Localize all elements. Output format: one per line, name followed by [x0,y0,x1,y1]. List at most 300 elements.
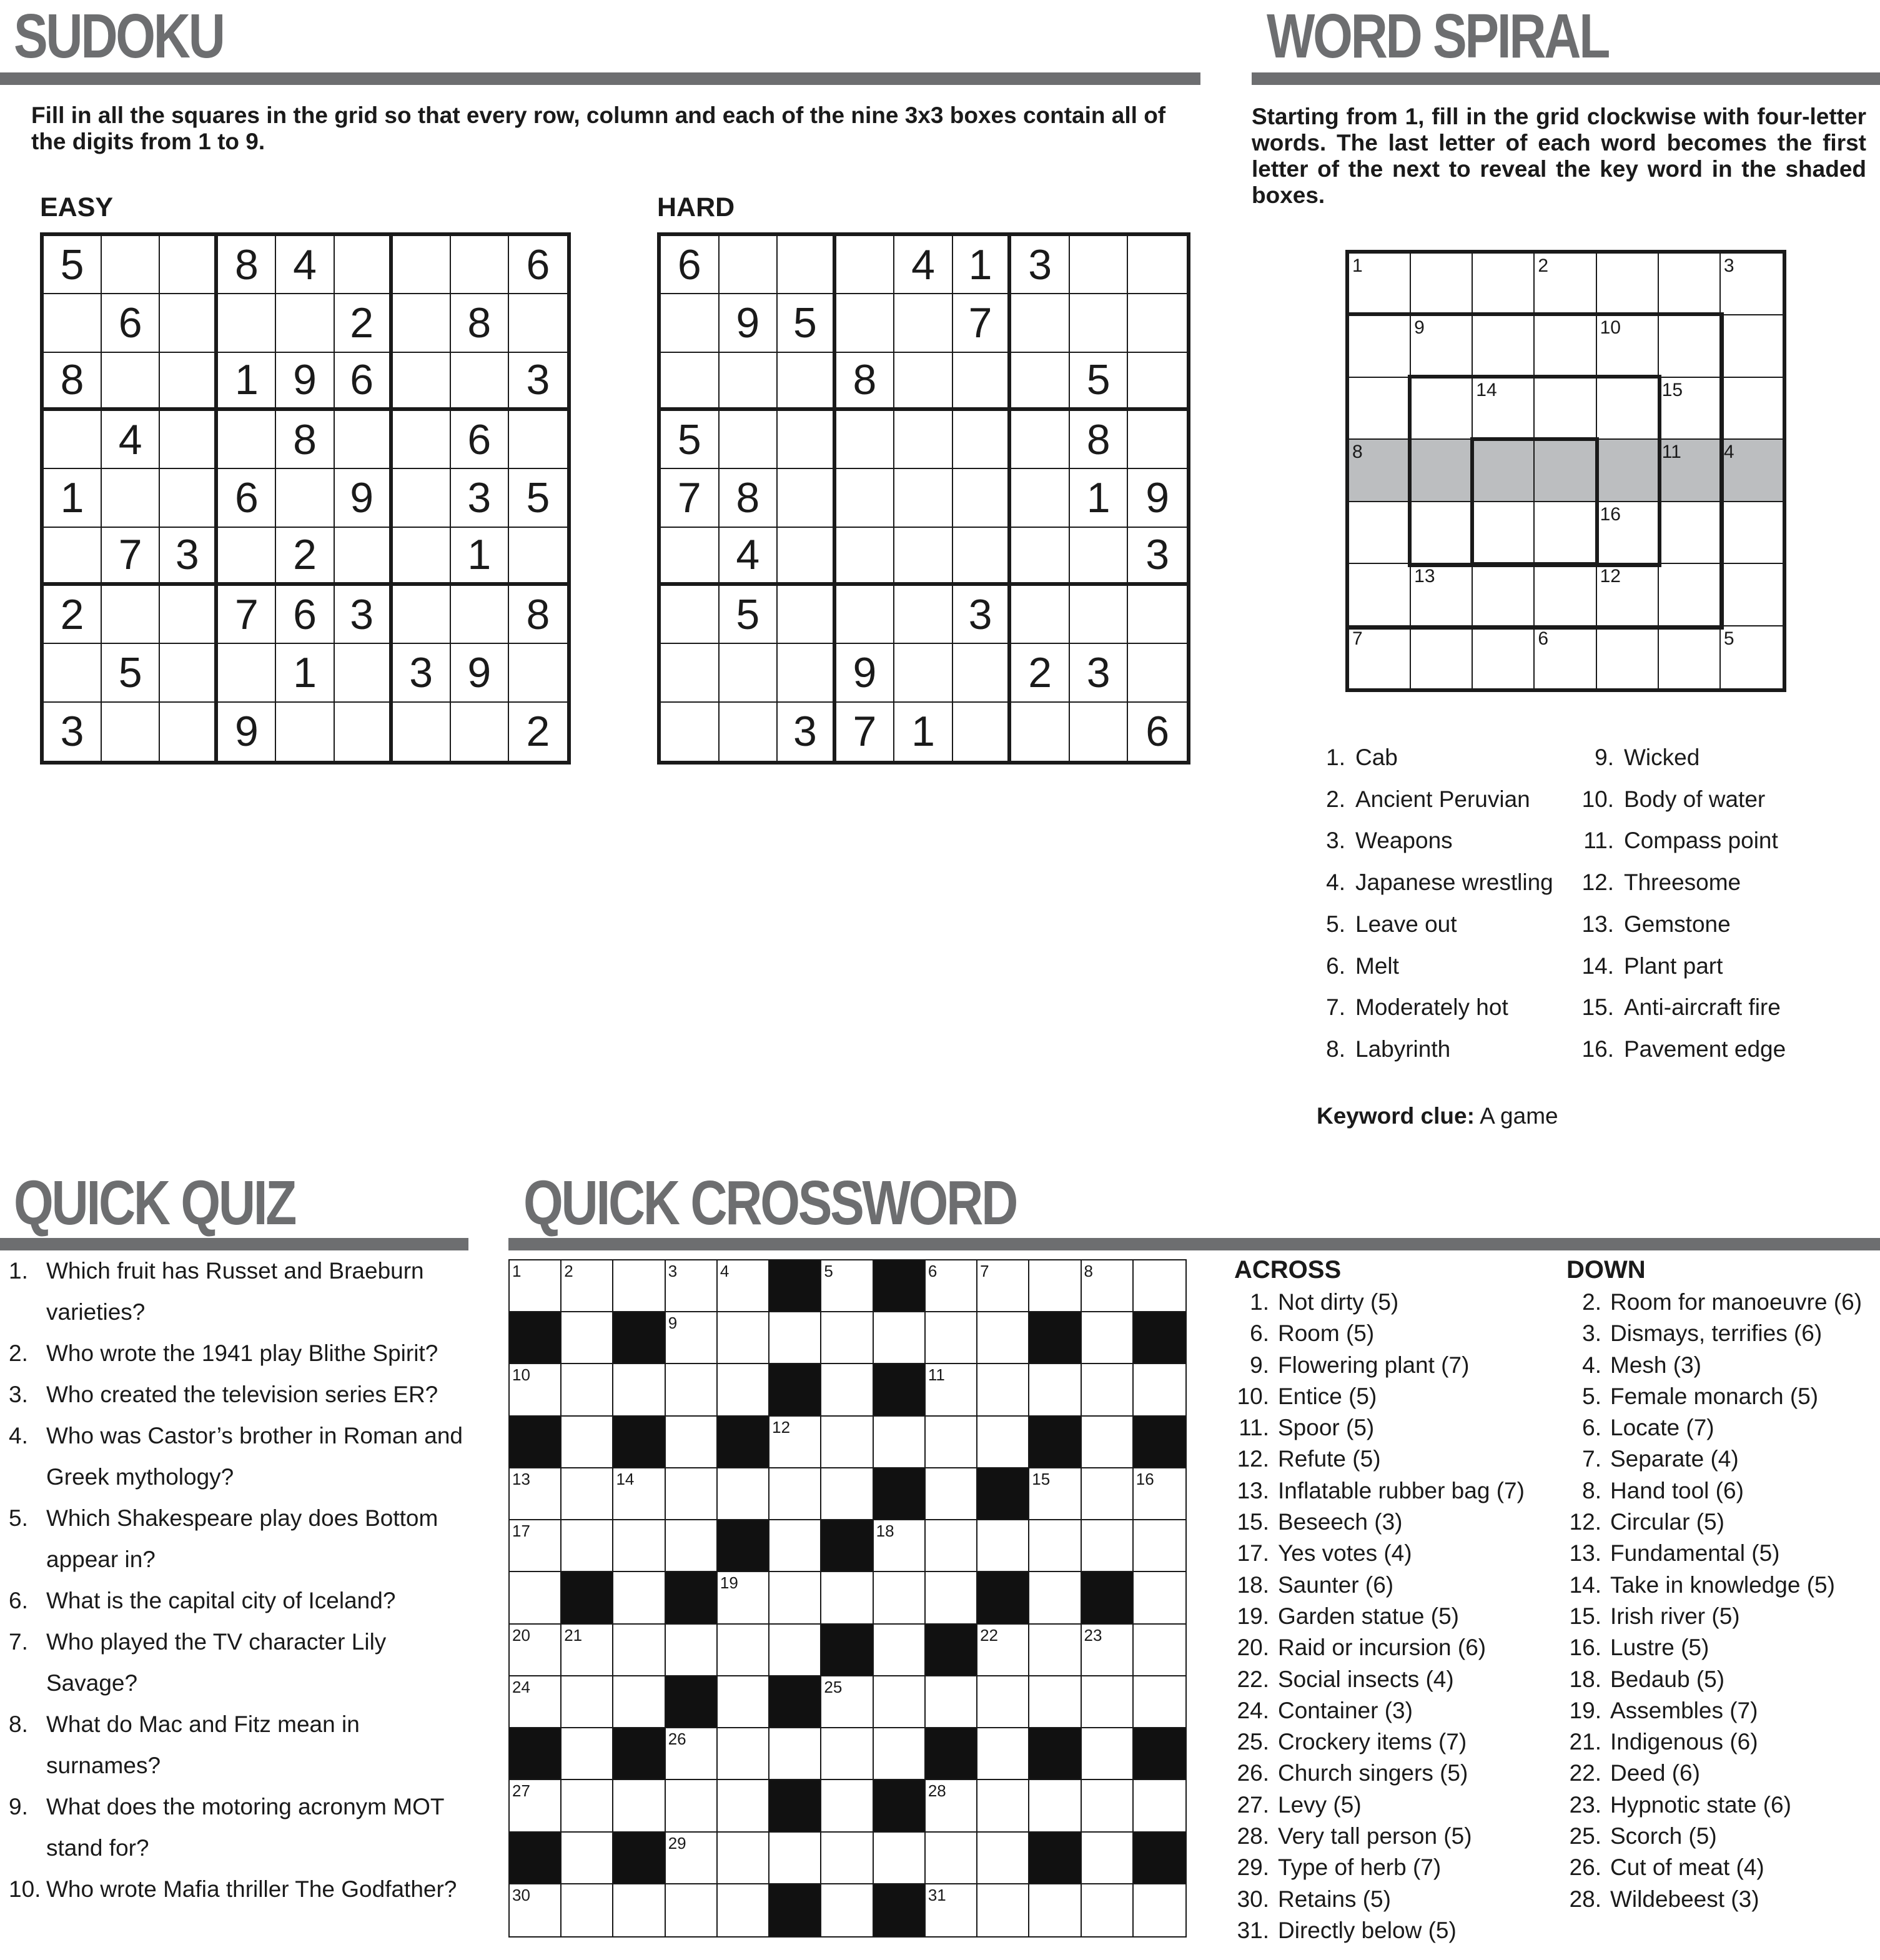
hard-sudoku-cell [894,353,953,411]
crossword-cell [510,1780,562,1832]
crossword-cell [821,1364,873,1416]
crossword-cell [510,1364,562,1416]
hard-sudoku-cell [1128,236,1187,294]
crossword-cell [769,1520,821,1572]
hard-sudoku-cell: 1 [1070,469,1129,527]
spiral-cell [1659,626,1721,688]
hard-sudoku-cell [778,586,836,644]
hard-sudoku-cell [894,469,953,527]
spiral-clue-number: 10. [1581,786,1614,812]
crossword-clue [1234,1538,1534,1569]
hard-sudoku-cell [661,644,720,702]
spiral-clue-text: Leave out [1355,911,1457,937]
spiral-clue-number: 13. [1581,911,1614,937]
spiral-clue [1576,1029,1864,1071]
crossword-clue [1566,1507,1879,1538]
spiral-divider [1252,72,1880,85]
crossword-cell [1082,1833,1134,1884]
easy-sudoku-cell [393,528,451,586]
crossword-cell [821,1833,873,1884]
crossword-clue-text: Container (3) [1278,1697,1413,1723]
hard-sudoku-cell [661,586,720,644]
crossword-clue-text: Take in knowledge (5) [1610,1571,1835,1598]
spiral-clue-text: Cab [1355,745,1398,770]
spiral-clue [1576,946,1864,987]
spiral-cell-number: 11 [1661,442,1681,463]
crossword-clue [1234,1443,1534,1475]
hard-sudoku-cell: 9 [720,294,778,352]
crossword-cell [1029,1884,1081,1936]
hard-sudoku-cell [836,586,895,644]
easy-sudoku-cell [335,528,393,586]
crossword-cell [1082,1417,1134,1468]
crossword-cell [666,1884,718,1936]
spiral-cell-number: 4 [1723,442,1734,463]
hard-sudoku-cell [661,294,720,352]
easy-sudoku-cell: 4 [276,236,334,294]
spiral-cell-number: 7 [1352,628,1363,649]
crossword-clue-text: Deed (6) [1610,1760,1700,1786]
down-heading: DOWN [1566,1256,1646,1284]
spiral-cell [1659,378,1721,440]
spiral-cell [1721,315,1783,377]
crossword-clue-text: Levy (5) [1278,1791,1362,1818]
spiral-clue-text: Pavement edge [1624,1036,1786,1062]
hard-sudoku-cell [953,644,1012,702]
crossword-clue-number: 1. [1250,1289,1269,1315]
crossword-clue-text: Directly below (5) [1278,1917,1457,1943]
spiral-cell [1349,626,1411,688]
crossword-black-cell [1029,1417,1081,1468]
crossword-cell [718,1260,769,1312]
crossword-black-cell [1134,1728,1185,1780]
spiral-cell [1721,564,1783,626]
hard-sudoku-cell [894,294,953,352]
crossword-clue-text: Refute (5) [1278,1446,1381,1472]
crossword-clue-text: Not dirty (5) [1278,1289,1399,1315]
easy-sudoku-cell [393,469,451,527]
spiral-clue-number: 1. [1326,745,1345,770]
crossword-clue [1566,1350,1879,1381]
easy-sudoku-cell: 6 [509,236,567,294]
crossword-clue-text: Locate (7) [1610,1415,1714,1441]
crossword-clue-text: Saunter (6) [1278,1571,1394,1598]
spiral-cell [1473,626,1535,688]
hard-sudoku-cell [894,528,953,586]
crossword-clue-text: Crockery items (7) [1278,1729,1467,1755]
crossword-cell [977,1625,1029,1676]
crossword-clue [1234,1632,1534,1663]
crossword-cell-number: 20 [512,1625,530,1645]
spiral-cell [1597,502,1659,564]
crossword-cell [1082,1884,1134,1936]
crossword-cell [666,1417,718,1468]
crossword-clue [1234,1664,1534,1695]
easy-sudoku-cell: 8 [509,586,567,644]
crossword-clue-number: 17. [1237,1540,1269,1567]
crossword-cell [666,1260,718,1312]
crossword-grid [508,1259,1187,1938]
crossword-cell-number: 23 [1084,1625,1102,1645]
easy-sudoku-cell: 3 [393,644,451,702]
crossword-clue-text: Fundamental (5) [1610,1540,1780,1567]
crossword-cell-number: 13 [512,1469,530,1488]
hard-sudoku-cell [1128,353,1187,411]
crossword-black-cell [821,1520,873,1572]
spiral-cell [1597,315,1659,377]
hard-sudoku-cell [953,528,1012,586]
crossword-clue-text: Indigenous (6) [1610,1729,1758,1755]
crossword-cell [562,1676,613,1728]
crossword-cell-number: 16 [1135,1469,1154,1488]
spiral-cell [1597,254,1659,315]
quiz-question [9,1621,471,1704]
spiral-cell-number: 6 [1538,628,1549,649]
crossword-clue-text: Female monarch (5) [1610,1383,1819,1409]
spiral-clue-text: Moderately hot [1355,994,1508,1021]
crossword-clue [1566,1664,1879,1695]
crossword-cell [874,1676,926,1728]
crossword-clue-text: Room (5) [1278,1320,1375,1347]
crossword-cell [926,1260,977,1312]
quiz-question-text: Which fruit has Russet and Braeburn varieties? [46,1258,424,1325]
quiz-title: QUICK QUIZ [14,1168,295,1238]
crossword-clue [1566,1538,1879,1569]
crossword-cell [769,1468,821,1520]
easy-sudoku-cell [218,294,276,352]
crossword-cell [926,1468,977,1520]
spiral-clue-number: 8. [1326,1036,1345,1062]
crossword-cell-number: 26 [668,1730,686,1749]
crossword-clue-text: Room for manoeuvre (6) [1610,1289,1863,1315]
hard-sudoku-cell [953,703,1012,761]
sudoku-divider [0,72,1200,85]
crossword-cell [977,1260,1029,1312]
spiral-cell [1349,315,1411,377]
crossword-cell [977,1884,1029,1936]
spiral-cell-number: 5 [1723,628,1734,649]
easy-sudoku-cell [102,586,160,644]
crossword-cell [926,1417,977,1468]
crossword-clue [1234,1475,1534,1507]
crossword-black-cell [769,1780,821,1832]
spiral-clue-number: 5. [1326,911,1345,937]
quiz-question [9,1580,471,1621]
crossword-clue [1234,1350,1534,1381]
spiral-clue-text: Anti-aircraft fire [1624,994,1781,1021]
spiral-cell [1535,440,1596,502]
crossword-clue-text: Church singers (5) [1278,1760,1468,1786]
crossword-clue-number: 12. [1569,1509,1601,1535]
easy-sudoku-cell: 6 [218,469,276,527]
spiral-cell-number: 1 [1352,255,1363,276]
crossword-cell [874,1312,926,1364]
spiral-clue-text: Compass point [1624,828,1778,854]
crossword-clue-text: Assembles (7) [1610,1697,1758,1723]
crossword-cell [510,1468,562,1520]
spiral-grid-wrap [1345,250,1786,692]
crossword-cell-number: 1 [512,1262,522,1280]
crossword-cell-number: 25 [824,1677,843,1696]
easy-sudoku-cell [393,353,451,411]
crossword-cell [769,1833,821,1884]
crossword-black-cell [510,1417,562,1468]
hard-sudoku-cell [661,353,720,411]
crossword-clue [1566,1570,1879,1601]
hard-sudoku-cell [894,411,953,469]
crossword-clue-text: Yes votes (4) [1278,1540,1412,1567]
crossword-clue-number: 18. [1569,1666,1601,1692]
sudoku-instructions: Fill in all the squares in the grid so that every row, column and each of the nine 3x3 boxes contain all of the digits from 1 to 9. [31,102,1166,154]
crossword-cell [1029,1780,1081,1832]
crossword-cell [1082,1468,1134,1520]
crossword-cell [613,1520,665,1572]
hard-sudoku-cell [1011,586,1070,644]
hard-sudoku-cell [1011,411,1070,469]
crossword-cell-number: 11 [928,1365,945,1385]
crossword-cell [926,1364,977,1416]
spiral-cell [1721,502,1783,564]
crossword-cell [1134,1468,1185,1520]
easy-sudoku-cell [393,236,451,294]
quiz-question-number: 8. [9,1711,28,1737]
crossword-clue-text: Mesh (3) [1610,1352,1701,1378]
crossword-clue-text: Hand tool (6) [1610,1477,1744,1503]
spiral-cell [1473,440,1535,502]
easy-sudoku-cell [44,294,102,352]
crossword-clue-text: Separate (4) [1610,1446,1739,1472]
crossword-cell [1082,1728,1134,1780]
crossword-clue-number: 13. [1237,1477,1269,1503]
crossword-cell-number: 7 [980,1262,989,1280]
quiz-question [9,1704,471,1786]
easy-sudoku-cell: 9 [276,353,334,411]
crossword-cell [562,1833,613,1884]
crossword-black-cell [1029,1728,1081,1780]
spiral-cell-number: 9 [1414,317,1425,339]
easy-sudoku-cell [44,411,102,469]
easy-sudoku-cell [276,294,334,352]
spiral-cell [1349,440,1411,502]
hard-sudoku-cell: 3 [778,703,836,761]
crossword-black-cell [926,1728,977,1780]
hard-sudoku-cell [661,528,720,586]
crossword-clue-text: Cut of meat (4) [1610,1854,1764,1881]
crossword-cell [769,1625,821,1676]
crossword-clue-number: 5. [1582,1383,1601,1409]
crossword-cell [718,1676,769,1728]
crossword-cell-number: 21 [564,1625,583,1645]
hard-sudoku-cell [778,644,836,702]
quiz-question [9,1869,471,1910]
crossword-black-cell [718,1520,769,1572]
easy-sudoku-cell: 6 [335,353,393,411]
across-clues [1234,1253,1534,1946]
crossword-cell [769,1728,821,1780]
crossword-cell [769,1572,821,1624]
crossword-cell [666,1728,718,1780]
easy-sudoku-cell [276,469,334,527]
crossword-cell [926,1312,977,1364]
crossword-cell [1134,1676,1185,1728]
hard-sudoku-cell: 5 [778,294,836,352]
spiral-cell [1597,564,1659,626]
crossword-black-cell [769,1884,821,1936]
easy-sudoku-cell [160,236,218,294]
hard-sudoku-cell [778,353,836,411]
crossword-cell [718,1884,769,1936]
crossword-black-cell [977,1468,1029,1520]
crossword-clue-number: 16. [1569,1635,1601,1661]
crossword-clue [1566,1726,1879,1758]
crossword-cell [510,1260,562,1312]
quiz-question-text: Who created the television series ER? [46,1382,438,1407]
crossword-cell [562,1468,613,1520]
hard-sudoku-cell [1128,294,1187,352]
easy-sudoku-cell [393,294,451,352]
crossword-black-cell [769,1260,821,1312]
crossword-cell [1134,1364,1185,1416]
quiz-question-number: 1. [9,1258,28,1284]
crossword-clue-text: Inflatable rubber bag (7) [1278,1477,1525,1503]
spiral-clue [1308,987,1576,1029]
crossword-clue [1234,1695,1534,1726]
easy-sudoku-cell [160,703,218,761]
crossword-cell-number: 17 [512,1522,530,1541]
hard-sudoku-cell: 8 [1070,411,1129,469]
spiral-clue-number: 16. [1581,1036,1614,1062]
spiral-cell [1349,378,1411,440]
spiral-clue-number: 9. [1595,745,1614,770]
easy-sudoku-cell [160,294,218,352]
spiral-clue-number: 6. [1326,953,1345,979]
hard-sudoku-cell: 6 [661,236,720,294]
spiral-clue-text: Ancient Peruvian [1355,786,1530,812]
crossword-cell [821,1728,873,1780]
crossword-black-cell [510,1728,562,1780]
crossword-cell [613,1260,665,1312]
hard-sudoku-cell: 1 [953,236,1012,294]
easy-sudoku-cell: 9 [335,469,393,527]
crossword-clue-number: 13. [1569,1540,1601,1567]
easy-sudoku-cell: 1 [451,528,509,586]
easy-sudoku-cell [451,236,509,294]
crossword-cell [821,1884,873,1936]
crossword-cell-number: 5 [824,1262,833,1280]
quiz-question [9,1415,471,1498]
crossword-clue-number: 19. [1569,1697,1601,1723]
easy-sudoku-cell [276,703,334,761]
spiral-clue [1576,904,1864,946]
crossword-cell [977,1780,1029,1832]
easy-sudoku-cell: 6 [276,586,334,644]
easy-sudoku-cell: 9 [218,703,276,761]
spiral-cell [1659,440,1721,502]
quiz-questions [9,1250,471,1910]
easy-sudoku-cell [335,236,393,294]
crossword-cell [1134,1260,1185,1312]
quiz-divider [0,1238,468,1250]
crossword-cell [1134,1884,1185,1936]
crossword-cell [821,1312,873,1364]
crossword-cell [718,1364,769,1416]
spiral-clue [1308,1029,1576,1071]
crossword-cell [562,1625,613,1676]
crossword-clue-number: 12. [1237,1446,1269,1472]
crossword-clue-text: Entice (5) [1278,1383,1377,1409]
hard-sudoku-cell [1128,411,1187,469]
crossword-clue-number: 15. [1237,1509,1269,1535]
hard-sudoku-cell: 3 [1011,236,1070,294]
crossword-cell [718,1468,769,1520]
easy-sudoku-cell [218,644,276,702]
hard-sudoku-cell: 5 [661,411,720,469]
hard-sudoku-cell [836,294,895,352]
hard-sudoku-cell [778,528,836,586]
crossword-cell [874,1520,926,1572]
crossword-cell [926,1780,977,1832]
crossword-clue-number: 15. [1569,1603,1601,1629]
hard-sudoku-cell [1128,644,1187,702]
crossword-clue-number: 22. [1569,1760,1601,1786]
easy-sudoku-cell [160,411,218,469]
easy-sudoku-cell [509,644,567,702]
crossword-cell [666,1468,718,1520]
hard-sudoku-grid [657,232,1190,765]
crossword-cell [1134,1780,1185,1832]
crossword-cell [1134,1520,1185,1572]
crossword-clue-number: 29. [1237,1854,1269,1881]
crossword-clue-text: Bedaub (5) [1610,1666,1725,1692]
crossword-black-cell [510,1312,562,1364]
crossword-cell [977,1364,1029,1416]
crossword-clue-number: 19. [1237,1603,1269,1629]
crossword-cell [562,1520,613,1572]
crossword-cell [977,1833,1029,1884]
hard-sudoku-cell: 3 [953,586,1012,644]
crossword-black-cell [769,1676,821,1728]
quiz-question-text: What do Mac and Fitz mean in surnames? [46,1711,360,1778]
crossword-cell [1029,1572,1081,1624]
hard-sudoku-cell: 4 [720,528,778,586]
easy-sudoku-cell [218,411,276,469]
crossword-cell-number: 29 [668,1833,686,1853]
crossword-clue-number: 6. [1250,1320,1269,1347]
crossword-clue [1234,1318,1534,1349]
crossword-cell [510,1676,562,1728]
hard-sudoku-cell: 8 [836,353,895,411]
crossword-black-cell [821,1625,873,1676]
crossword-clue [1234,1758,1534,1789]
easy-sudoku-cell [393,703,451,761]
crossword-cell-number: 10 [512,1365,530,1385]
crossword-clue [1234,1884,1534,1915]
crossword-clue [1566,1789,1879,1821]
crossword-cell-number: 15 [1032,1469,1051,1488]
hard-sudoku-cell [894,586,953,644]
hard-sudoku-cell: 7 [953,294,1012,352]
hard-sudoku-cell: 5 [1070,353,1129,411]
easy-sudoku-cell: 1 [218,353,276,411]
easy-sudoku-cell [509,528,567,586]
hard-sudoku-cell [778,469,836,527]
crossword-clue-text: Wildebeest (3) [1610,1886,1759,1912]
easy-sudoku-cell: 5 [509,469,567,527]
spiral-cell [1535,315,1596,377]
crossword-cell [562,1312,613,1364]
crossword-clue [1566,1443,1879,1475]
spiral-cell [1659,564,1721,626]
